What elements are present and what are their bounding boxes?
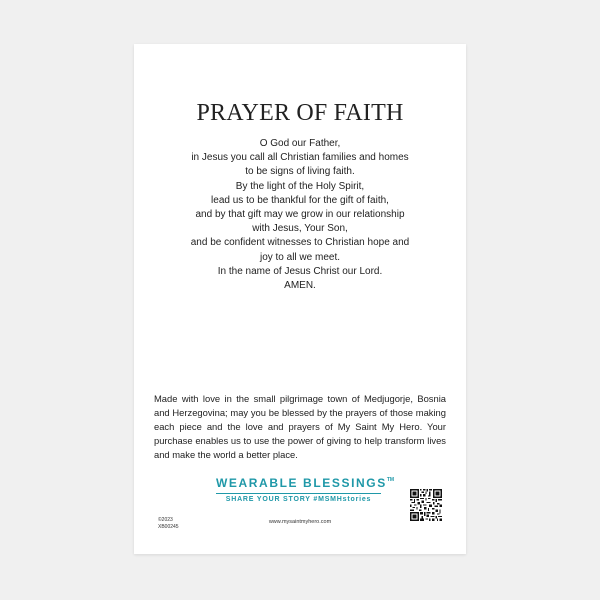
card-title: PRAYER OF FAITH (196, 100, 404, 126)
sku-text: XB00245 (158, 523, 179, 530)
prayer-line: and by that gift may we grow in our relationship (195, 209, 405, 221)
prayer-line: in Jesus you call all Christian families and homes (191, 152, 409, 164)
prayer-line: By the light of the Holy Spirit, (235, 180, 365, 192)
prayer-line: O God our Father, (259, 138, 341, 149)
brand-subtitle: SHARE YOUR STORY #MSMHstories (225, 496, 372, 503)
prayer-line: to be signs of living faith. (245, 166, 355, 178)
copyright-text: ©2023 (158, 517, 173, 523)
prayer-line: with Jesus, Your Son, (252, 223, 348, 235)
trademark-mark: TM (386, 477, 395, 483)
brand-block (216, 476, 395, 503)
prayer-line: and be confident witnesses to Christian hope and (190, 237, 410, 249)
prayer-line: In the name of Jesus Christ our Lord. (217, 265, 383, 277)
story-paragraph: Made with love in the small pilgrimage town of Medjugorje, Bosnia and Herzegovina; may you be blessed by the prayers of those making each piece and the love and prayers of My Saint My Hero. Your purchase enables us to use the power of giving to help transform lives and make the world a better place. (154, 393, 446, 460)
prayer-line: lead us to be thankful for the gift of faith, (211, 194, 389, 206)
qr-code-icon[interactable] (410, 489, 442, 521)
brand-divider (216, 493, 381, 494)
website-link[interactable]: www.mysaintmyhero.com (268, 519, 332, 525)
brand-title (216, 476, 395, 490)
prayer-line: joy to all we meet. (259, 251, 341, 263)
prayer-card (134, 44, 466, 554)
prayer-text (134, 137, 466, 293)
prayer-line-amen: AMEN. (284, 280, 316, 292)
brand-title-text: WEARABLE BLESSINGS (216, 476, 387, 490)
